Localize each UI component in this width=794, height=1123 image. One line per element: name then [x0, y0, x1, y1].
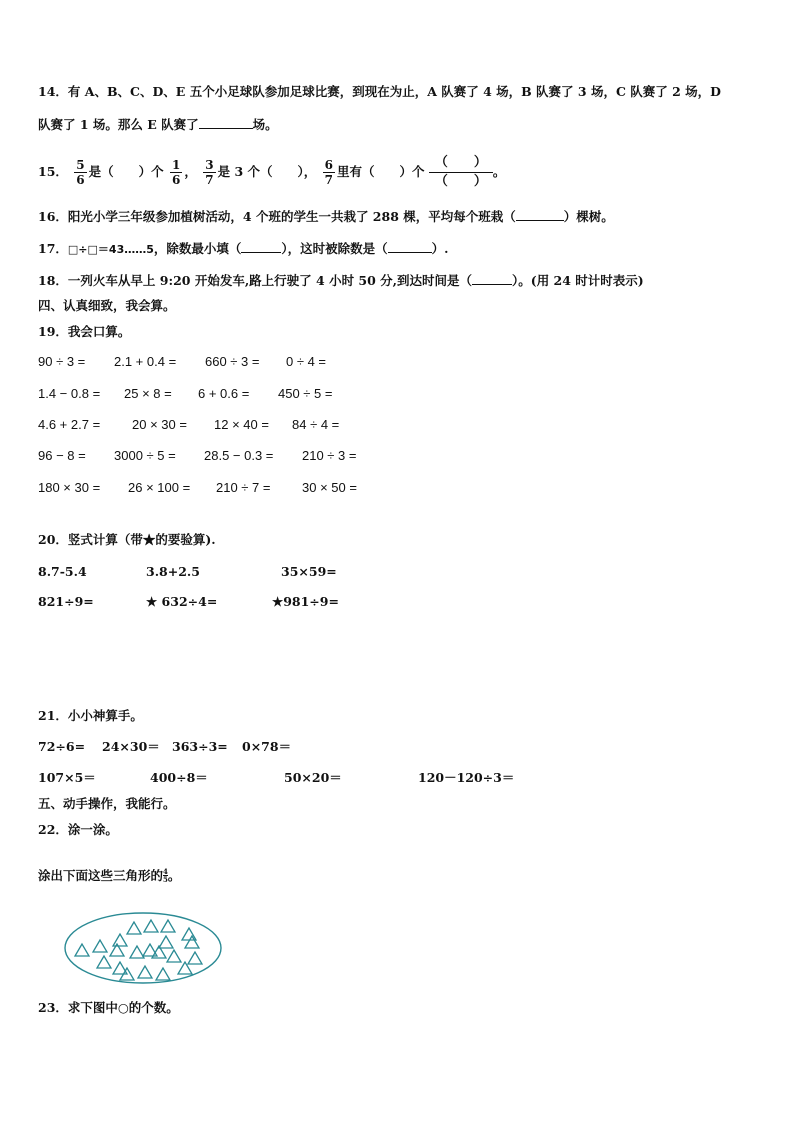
triangle-shape[interactable] — [167, 950, 181, 962]
vertical-calc-item: ★981÷9= — [272, 594, 339, 609]
calc-item: 107×5＝ — [38, 770, 96, 785]
oral-calc-item: 180 × 30 = — [38, 480, 101, 495]
calc-item: 72÷6= — [38, 739, 86, 754]
oral-calc-item: 25 × 8 = — [124, 386, 172, 401]
oral-calc-item: 26 × 100 = — [128, 480, 191, 495]
q20-title: 20．竖式计算（带★的要验算). — [38, 532, 216, 547]
fraction: $\frac{4}{5}$ — [163, 867, 168, 884]
calc-item: 363÷3= — [172, 739, 228, 754]
q17-line: 17．□÷□＝43……5，除数最小填（ ），这时被除数是（ ）. — [38, 241, 449, 256]
answer-blank[interactable] — [388, 240, 432, 253]
section-five-heading: 五、动手操作，我能行。 — [38, 796, 176, 811]
vertical-calc-item: 35×59= — [281, 564, 337, 579]
q23-title: 23．求下图中○的个数。 — [38, 1000, 179, 1015]
answer-blank[interactable] — [472, 272, 512, 285]
triangle-group[interactable] — [75, 920, 202, 980]
fraction: $\frac{6}{7}$ — [324, 158, 333, 187]
q18-line: 18．一列火车从早上 9:20 开始发车,路上行驶了 4 小时 50 分,到达时间是（ ）。(用 24 时计时表示) — [38, 273, 644, 288]
oral-calc-item: 2.1 + 0.4 = — [114, 354, 177, 369]
calc-item: 120－120÷3＝ — [418, 770, 515, 785]
calc-item: 50×20＝ — [284, 770, 342, 785]
q14-line2: 队赛了 1 场。那么 E 队赛了 场。 — [38, 117, 278, 132]
triangle-shape[interactable] — [185, 936, 199, 948]
section-four-heading: 四、认真细致，我会算。 — [38, 298, 176, 313]
q21-title: 21．小小神算手。 — [38, 708, 143, 723]
fraction: $\frac{3}{7}$ — [205, 158, 214, 187]
vertical-calc-item: 821÷9= — [38, 594, 94, 609]
oral-calc-item: 28.5 − 0.3 = — [204, 448, 274, 463]
triangle-shape[interactable] — [161, 920, 175, 932]
triangle-shape[interactable] — [130, 946, 144, 958]
triangle-shape[interactable] — [156, 968, 170, 980]
triangle-shape[interactable] — [93, 940, 107, 952]
triangle-shape[interactable] — [188, 952, 202, 964]
oral-calc-item: 30 × 50 = — [302, 480, 357, 495]
oral-calc-item: 84 ÷ 4 = — [292, 417, 340, 432]
oral-calc-item: 4.6 + 2.7 = — [38, 417, 101, 432]
oral-calc-item: 3000 ÷ 5 = — [114, 448, 176, 463]
q16-line: 16．阳光小学三年级参加植树活动，4 个班的学生一共栽了 288 棵，平均每个班栽（ ）棵树。 — [38, 209, 614, 224]
triangle-shape[interactable] — [159, 936, 173, 948]
triangle-shape[interactable] — [138, 966, 152, 978]
q22-title: 22．涂一涂。 — [38, 822, 118, 837]
triangles-oval-figure[interactable] — [62, 910, 226, 988]
answer-fraction[interactable]: （ ） （ ） — [429, 154, 493, 191]
oral-calc-item: 90 ÷ 3 = — [38, 354, 86, 369]
q22-instruction: 涂出下面这些三角形的 $\frac{4}{5}$ 。 — [38, 867, 181, 884]
triangle-shape[interactable] — [97, 956, 111, 968]
oral-calc-item: 96 − 8 = — [38, 448, 86, 463]
q14-line1: 14．有 A、B、C、D、E 五个小足球队参加足球比赛，到现在为止，A 队赛了 4 场，B 队赛了 3 场，C 队赛了 2 场，D — [38, 84, 722, 99]
calc-item: 0×78＝ — [242, 739, 292, 754]
oral-calc-item: 6 + 0.6 = — [198, 386, 250, 401]
calc-item: 400÷8＝ — [150, 770, 208, 785]
oral-calc-item: 12 × 40 = — [214, 417, 269, 432]
triangle-shape[interactable] — [113, 934, 127, 946]
answer-blank[interactable] — [516, 208, 564, 221]
oral-calc-item: 20 × 30 = — [132, 417, 187, 432]
vertical-calc-item: ★ 632÷4= — [146, 594, 218, 609]
answer-blank[interactable] — [241, 240, 281, 253]
oral-calc-item: 1.4 − 0.8 = — [38, 386, 101, 401]
fraction: $\frac{1}{6}$ — [172, 158, 181, 187]
fraction: $\frac{5}{6}$ — [76, 158, 85, 187]
oral-calc-item: 0 ÷ 4 = — [286, 354, 327, 369]
oral-calc-item: 660 ÷ 3 = — [205, 354, 260, 369]
triangle-shape[interactable] — [144, 920, 158, 932]
oral-calc-item: 210 ÷ 3 = — [302, 448, 357, 463]
triangle-shape[interactable] — [75, 944, 89, 956]
calc-item: 24×30＝ — [102, 739, 160, 754]
oral-calc-item: 450 ÷ 5 = — [278, 386, 333, 401]
answer-blank[interactable] — [199, 116, 253, 129]
q19-title: 19．我会口算。 — [38, 324, 131, 339]
vertical-calc-item: 3.8+2.5 — [146, 564, 200, 579]
q15-line: 15． $\frac{5}{6}$ 是（ ）个 $\frac{1}{6}$ ， $\frac{3}{7}$ 是 3 个（ ）， $\frac{6}{7}$ 里有（ ）个 （ ） （ ） 。 — [38, 155, 506, 189]
oral-calc-item: 210 ÷ 7 = — [216, 480, 271, 495]
triangle-shape[interactable] — [127, 922, 141, 934]
vertical-calc-item: 8.7-5.4 — [38, 564, 87, 579]
